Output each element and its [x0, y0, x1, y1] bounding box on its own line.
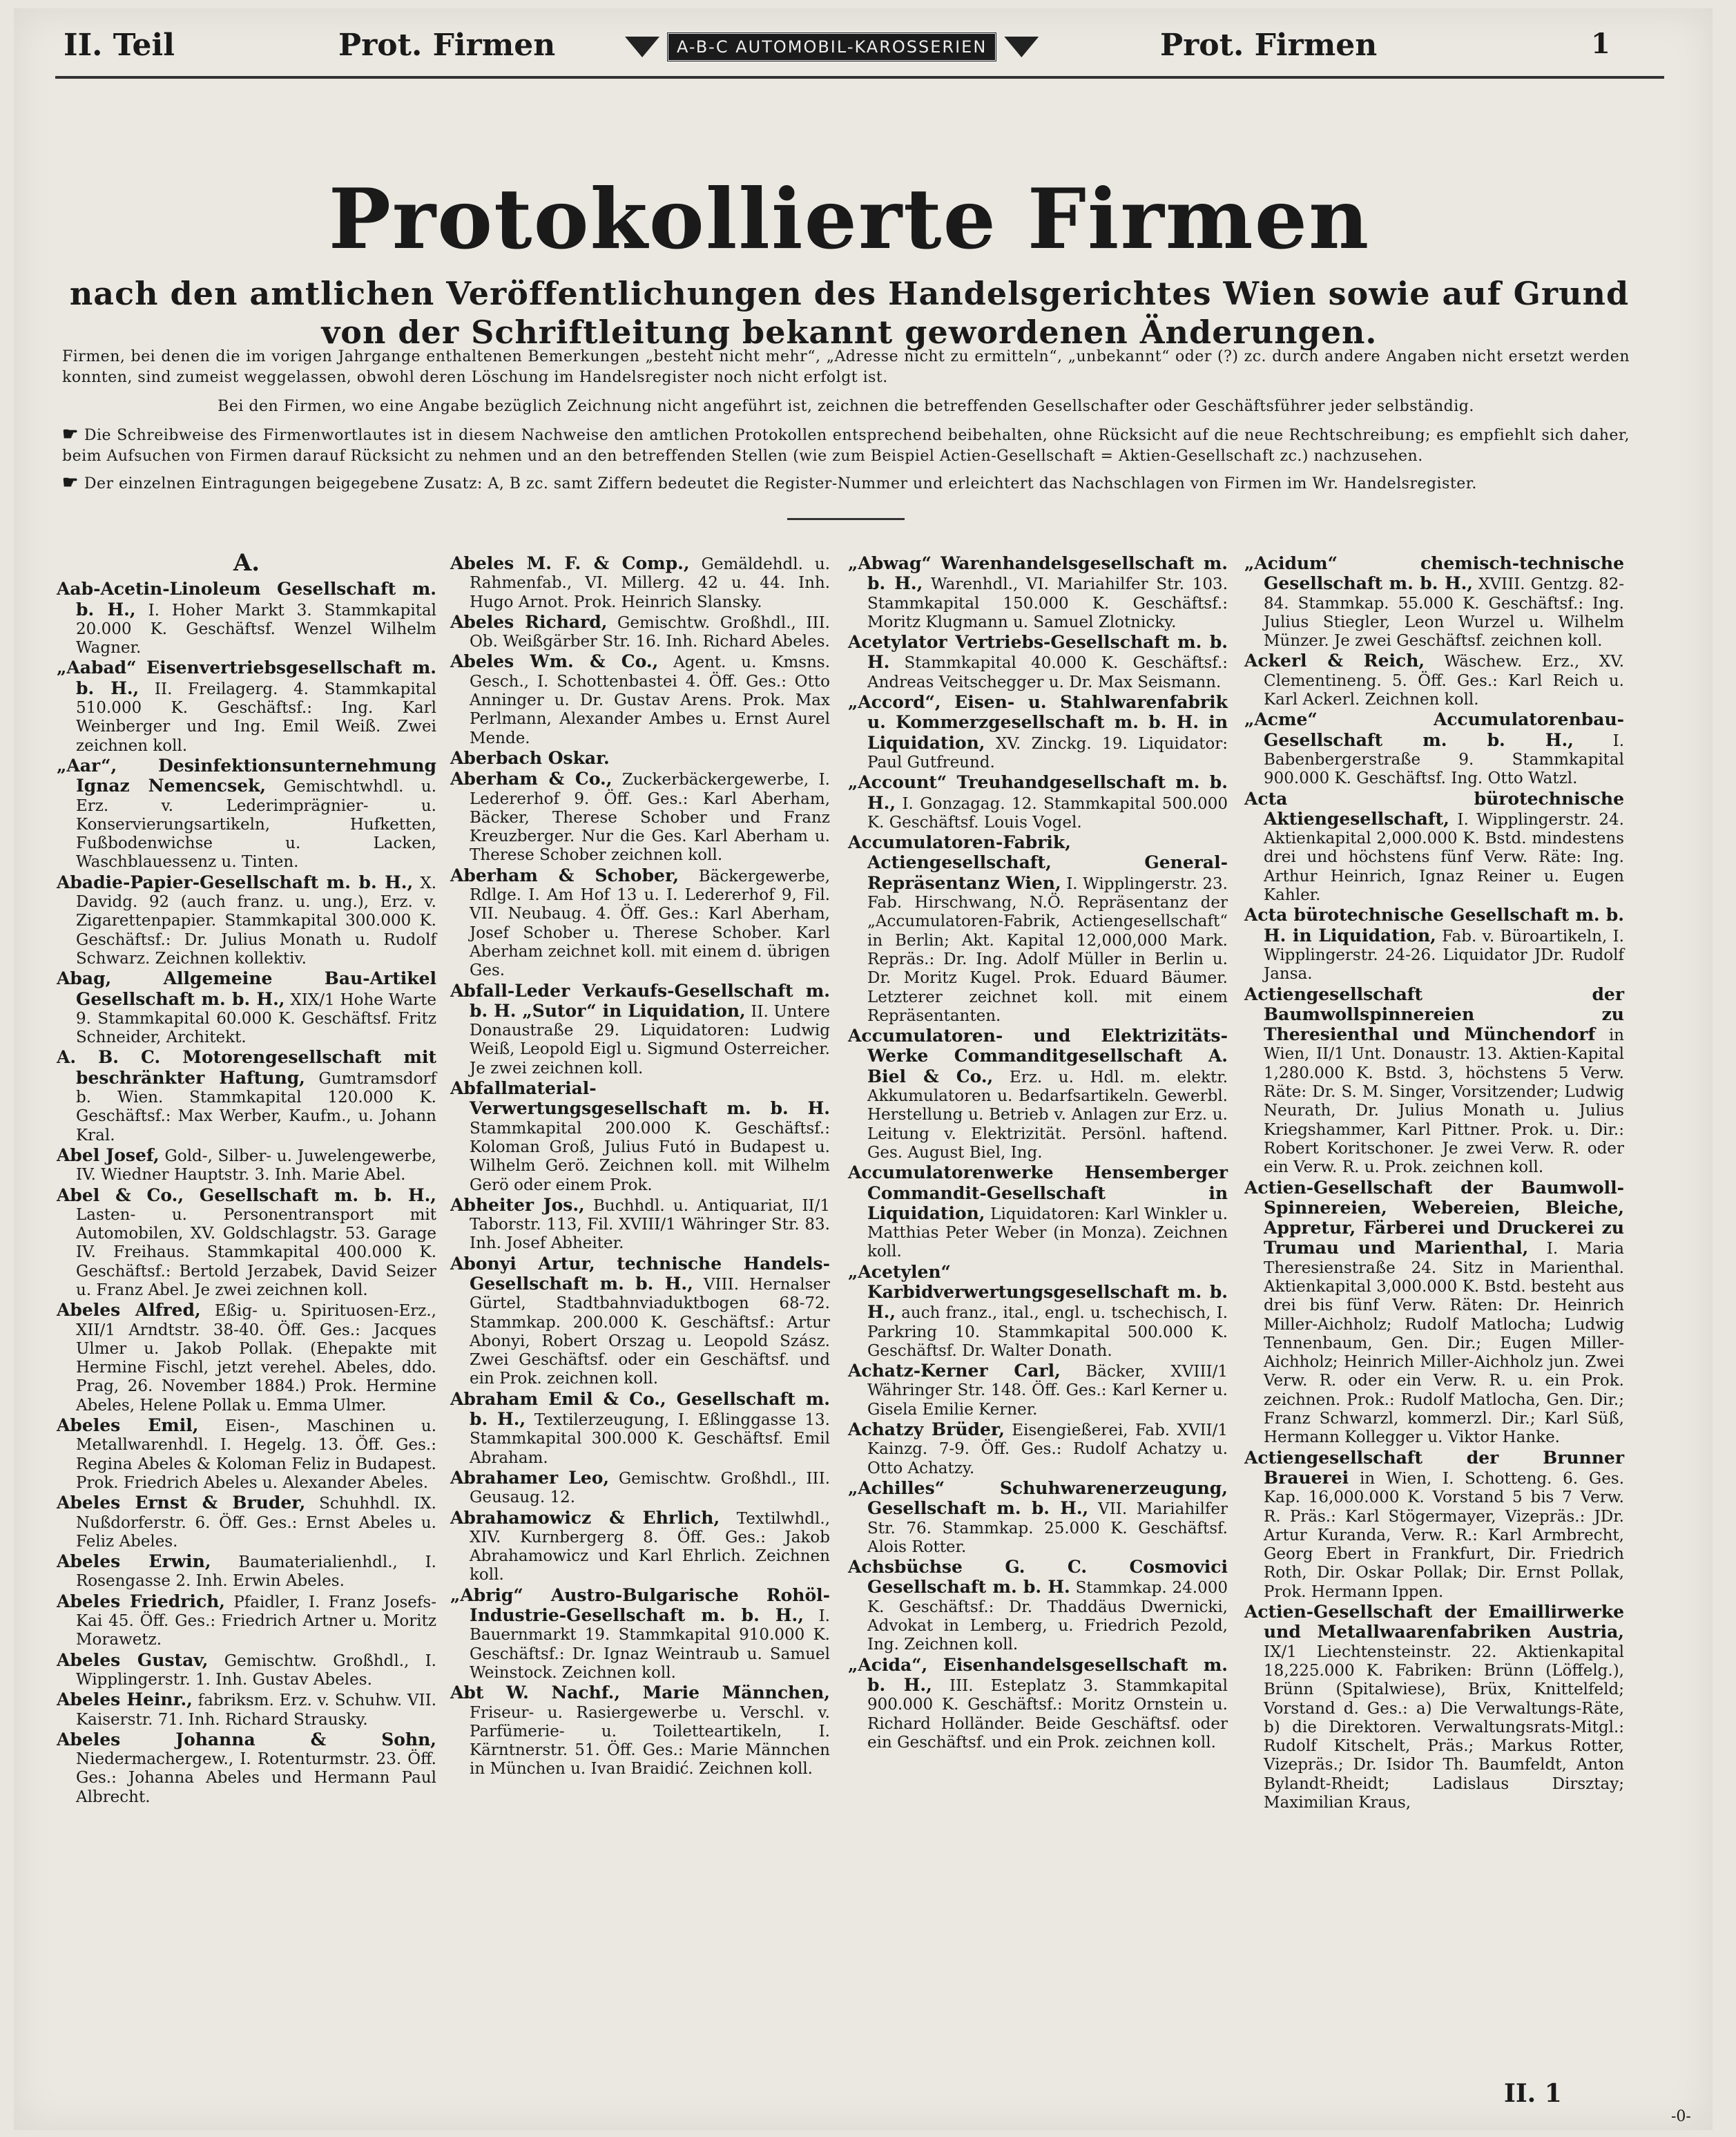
firm-name: Abel & Co., Gesellschaft m. b. H., — [57, 1185, 436, 1205]
firm-name: „Abwag“ Warenhandelsgesellschaft m. b. H., — [848, 553, 1228, 594]
firm-entry — [450, 554, 830, 612]
firm-entry — [1244, 789, 1624, 905]
pointing-hand-icon: ☛ — [62, 472, 79, 493]
firm-details: I. Babenbergerstraße 9. Stammkapital 900.000 K. Geschäftsf. Ing. Otto Watzl. — [1264, 731, 1625, 788]
firm-entry — [848, 554, 1228, 632]
firm-name: Abeles Friedrich, — [57, 1591, 226, 1611]
firm-entry — [848, 693, 1228, 772]
firm-entry — [848, 1263, 1228, 1361]
firm-entry — [450, 1468, 830, 1508]
firm-entry — [848, 1026, 1228, 1162]
firm-entry — [57, 658, 436, 755]
column-2 — [450, 554, 830, 1780]
firm-name: Abeles Emil, — [57, 1415, 199, 1436]
firm-name: „Acidum“ chemisch-technische Gesellschaft m. b. H., — [1244, 553, 1624, 594]
firm-name: Aberham & Schober, — [450, 865, 679, 885]
column-1 — [57, 549, 437, 1808]
firm-name: Abeles Alfred, — [57, 1300, 201, 1321]
emblem-icon — [1004, 37, 1039, 57]
firm-name: „Acme“ Accumulatorenbau-Gesellschaft m. b. H., — [1244, 709, 1624, 750]
page-number: 1 — [1591, 28, 1610, 60]
firm-details: Gemischtwhdl. u. Erz. v. Lederimprägnier- u. Konservierungsartikeln, Hufketten, Fußbodenwichse u. Lacken, Waschblauessenz u. Tinten. — [76, 778, 437, 872]
firm-details: Gold-, Silber- u. Juwelengewerbe, IV. Wiedner Hauptstr. 3. Inh. Marie Abel. — [76, 1147, 436, 1185]
firm-entry — [57, 969, 436, 1047]
page-footer-label: II. 1 — [1504, 2079, 1562, 2108]
firm-details: XVIII. Gentzg. 82-84. Stammkap. 55.000 K. Geschäftsf.: Ing. Julius Stiegler, Leon Wurzel u. Wilhelm Münzer. Je zwei Geschäftsf. zeichnen koll. — [1264, 575, 1624, 651]
firm-details: II. Freilagerg. 4. Stammkapital 510.000 K. Geschäftsf.: Ing. Karl Weinberger und Ing. Emil Weiß. Zwei zeichnen koll. — [76, 680, 436, 755]
firm-name: „Achilles“ Schuhwarenerzeugung, Gesellschaft m. b. H., — [848, 1477, 1228, 1519]
firm-entry — [450, 1390, 830, 1468]
firm-entry — [848, 633, 1228, 692]
firm-entry — [57, 1301, 436, 1415]
firm-details: Buchhdl. u. Antiquariat, II/1 Taborstr. 113, Fil. XVIII/1 Währinger Str. 83. Inh. Josef Abheiter. — [470, 1196, 831, 1253]
part-label: II. Teil — [64, 28, 175, 63]
firm-details: Eisengießerei, Fab. XVII/1 Kainzg. 7-9. Öff. Ges.: Rudolf Achatzy u. Otto Achatzy. — [867, 1421, 1228, 1477]
firm-details: Fab. v. Büroartikeln, I. Wipplingerstr. 24-26. Liquidator JDr. Rudolf Jansa. — [1264, 927, 1624, 984]
firm-details: I. Bauernmarkt 19. Stammkapital 910.000 K. Geschäftsf.: Dr. Ignaz Weintraub u. Samuel Weinstock. Zeichnen koll. — [470, 1607, 830, 1682]
firm-details: fabriksm. Erz. v. Schuhw. VII. Kaiserstr. 71. Inh. Richard Strausky. — [76, 1692, 436, 1729]
firm-name: „Aar“, Desinfektionsunternehmung Ignaz Nemencsek, — [57, 755, 436, 796]
firm-entry — [57, 1048, 436, 1144]
firm-entry — [57, 1416, 436, 1493]
header-rule — [55, 76, 1664, 79]
firm-entry — [848, 1656, 1228, 1752]
firm-entry — [848, 833, 1228, 1026]
firm-details: Pfaidler, I. Franz Josefs-Kai 45. Öff. Ges.: Friedrich Artner u. Moritz Morawetz. — [76, 1593, 436, 1649]
firm-details: Friseur- u. Rasiergewerbe u. Verschl. v. Parfümerie- u. Toiletteartikeln, I. Kärntnerstr. 51. Öff. Ges.: Marie Männchen in München u. Ivan Braidić. Zeichnen koll. — [470, 1703, 830, 1779]
section-divider — [787, 518, 905, 520]
firm-name: Actien-Gesellschaft der Baumwoll-Spinnereien, Webereien, Bleiche, Appretur, Färberei und Druckerei zu Trumau und Marienthal, — [1244, 1177, 1624, 1258]
firm-entry — [57, 1730, 436, 1807]
firm-details: in Wien, I. Schotteng. 6. Ges. Kap. 16,000.000 K. Vorstand 5 bis 7 Verw. R. Präs.: Karl Stögermayer, Vizepräs.: JDr. Artur Kuranda, Verw. R.: Karl Armbrecht, Georg Ebert in Frankfurt, Dir. Friedrich Roth, Dir. Oskar Pollak; Dir. Ernst Pollak, Prok. Hermann Ippen. — [1264, 1469, 1625, 1601]
firm-details: Eßig- u. Spirituosen-Erz., XII/1 Arndtstr. 38-40. Öff. Ges.: Jacques Ulmer u. Jakob Pollak. (Ehepakte mit Hermine Fischl, jetzt verehel. Abeles, ddo. Prag, 26. November 1884.) Prok. Hermine Abeles, Helene Pollak u. Emma Ulmer. — [76, 1302, 436, 1415]
page-subtitle: nach den amtlichen Veröffentlichungen des Handelsgerichtes Wien sowie auf Grund von der Schriftleitung bekannt gewordenen Änderungen. — [69, 275, 1630, 351]
firm-details: IX/1 Liechtensteinstr. 22. Aktienkapital 18,225.000 K. Fabriken: Brünn (Löffelg.), Brünn (Spitalwiese), Brüx, Knittelfeld; Vorstand d. Ges.: a) Die Verwaltungs-Räte, b) die Direktoren. Verwaltungsrats-Mitgl.: Rudolf Kitschelt, Präs.; Markus Rotter, Vizepräs.; Dr. Isidor Th. Baumfeldt, Anton Bylandt-Rheidt; Ladislaus Dirsztay; Maximilian Kraus, — [1264, 1642, 1624, 1812]
note-spelling — [62, 424, 1630, 467]
publisher-logo — [625, 32, 1039, 62]
note-signature: Bei den Firmen, wo eine Angabe bezüglich Zeichnung nicht angeführt ist, zeichnen die betreffenden Gesellschafter oder Geschäftsführer jeder selbständig. — [218, 398, 1474, 415]
firm-details: Wäschew. Erz., XV. Clementineng. 5. Öff. Ges.: Karl Reich u. Karl Ackerl. Zeichnen koll. — [1264, 653, 1624, 709]
note-omitted-firms: Firmen, bei denen die im vorigen Jahrgange enthaltenen Bemerkungen „besteht nicht mehr“, „Adresse nicht zu ermitteln“, „unbekannt“ oder (?) zc. durch andere Angaben nicht ersetzt werden konnten, sind zumeist weggelassen, obwohl deren Löschung im Handelsregister noch nicht erfolgt ist. — [62, 348, 1630, 386]
firm-entry — [450, 769, 830, 865]
page-sheet — [14, 8, 1713, 2130]
firm-name: Abeles Erwin, — [57, 1551, 211, 1572]
firm-name: Abfallmaterial-Verwertungsgesellschaft m. b. H. — [450, 1078, 830, 1119]
firm-entry — [57, 1592, 436, 1650]
firm-details: Eisen-, Maschinen u. Metallwarenhdl. I. Hegelg. 13. Öff. Ges.: Regina Abeles & Koloman Feliz in Budapest. Prok. Friedrich Abeles u. Alexander Abeles. — [76, 1417, 437, 1492]
firm-details: Gemischtw. Großhdl., I. Wipplingerstr. 1. Inh. Gustav Abeles. — [76, 1651, 436, 1689]
firm-name: A. B. C. Motorengesellschaft mit beschränkter Haftung, — [57, 1047, 436, 1088]
firm-name: Abeles Heinr., — [57, 1689, 193, 1710]
firm-entry — [57, 1690, 436, 1729]
firm-entry — [57, 1186, 436, 1301]
firm-name: Aberbach Oskar. — [450, 747, 610, 768]
running-head-right: Prot. Firmen — [1160, 28, 1378, 63]
firm-details: Textilwhdl., XIV. Kurnbergerg 8. Öff. Ges.: Jakob Abrahamowicz und Karl Ehrlich. Zeichnen koll. — [470, 1509, 831, 1584]
firm-details: Schuhhdl. IX. Nußdorferstr. 6. Öff. Ges.: Ernst Abeles u. Feliz Abeles. — [76, 1495, 436, 1551]
firm-name: Abt W. Nachf., Marie Männchen, — [450, 1683, 830, 1703]
pointing-hand-icon: ☛ — [62, 424, 79, 445]
firm-name: Abrahamer Leo, — [450, 1467, 610, 1488]
firm-name: „Aabad“ Eisenvertriebsgesellschaft m. b. H., — [57, 658, 436, 698]
firm-entry — [848, 1420, 1228, 1478]
firm-name: Acetylator Vertriebs-Gesellschaft m. b. H. — [848, 632, 1228, 673]
firm-details: Lasten- u. Personentransport mit Automobilen, XV. Goldschlagstr. 53. Garage IV. Freihaus. Stammkapital 400.000 K. Geschäftsf.: Bertold Jerzabek, David Seizer u. Franz Abel. Je zwei zeichnen koll. — [76, 1205, 436, 1299]
firm-entry — [450, 1196, 830, 1254]
firm-name: Accumulatorenwerke Hensemberger Commandit-Gesellschaft in Liquidation, — [848, 1162, 1228, 1223]
firm-name: Abel Josef, — [57, 1144, 160, 1165]
firm-name: Abrahamowicz & Ehrlich, — [450, 1507, 720, 1528]
firm-details: Baumaterialienhdl., I. Rosengasse 2. Inh. Erwin Abeles. — [76, 1553, 436, 1591]
firm-details: Stammkapital 40.000 K. Geschäftsf.: Andreas Veitschegger u. Dr. Max Seismann. — [867, 654, 1228, 691]
firm-name: Abeles Ernst & Bruder, — [57, 1493, 306, 1513]
firm-entry — [57, 1146, 436, 1185]
column-3 — [848, 554, 1228, 1753]
firm-details: Stammkapital 200.000 K. Geschäftsf.: Koloman Groß, Julius Futó in Budapest u. Wilhelm Gerö. Zeichnen koll. mit Wilhelm Gerö oder einem Prok. — [470, 1119, 830, 1194]
firm-entry — [450, 613, 830, 652]
firm-name: Abraham Emil & Co., Gesellschaft m. b. H., — [450, 1388, 830, 1430]
note-register — [62, 472, 1630, 495]
firm-details: auch franz., ital., engl. u. tschechisch, I. Parkring 10. Stammkapital 500.000 K. Geschäftsf. Dr. Walter Donath. — [867, 1304, 1228, 1360]
firm-entry — [848, 1479, 1228, 1557]
column-4 — [1244, 554, 1624, 1813]
firm-details: XIX/1 Hohe Warte 9. Stammkapital 60.000 K. Geschäftsf. Fritz Schneider, Architekt. — [76, 990, 436, 1047]
firm-entry — [1244, 905, 1624, 984]
firm-name: Actiengesellschaft der Brunner Brauerei — [1244, 1447, 1624, 1488]
firm-name: „Acida“, Eisenhandelsgesellschaft m. b. H., — [848, 1654, 1228, 1695]
firm-name: Abeles Richard, — [450, 611, 608, 632]
firm-details: I. Wipplingerstr. 23. Fab. Hirschwang, N.Ö. Repräsentanz der „Accumulatoren-Fabrik, Actiengesellschaft“ in Berlin; Akt. Kapital 12,000,000 Mark. Repräs.: Dr. Ing. Adolf Müller in Berlin u. Dr. Moritz Kugel. Prok. Eduard Bäumer. Letzterer zeichnet koll. mit einem Repräsentanten. — [867, 874, 1228, 1025]
firm-entry — [848, 1558, 1228, 1654]
firm-details: Textilerzeugung, I. Eßlinggasse 13. Stammkapital 300.000 K. Geschäftsf. Emil Abraham. — [470, 1411, 830, 1467]
firm-details: Gemischtw. Großhdl., III. Ob. Weißgärber Str. 16. Inh. Richard Abeles. — [470, 613, 830, 651]
firm-name: Acta bürotechnische Aktiengesellschaft, — [1244, 788, 1624, 829]
firm-details: Agent. u. Kmsns. Gesch., I. Schottenbastei 4. Öff. Ges.: Otto Anninger u. Dr. Gustav Arens. Prok. Max Perlmann, Alexander Ambes u. Ernst Aurel Mende. — [470, 653, 830, 747]
firm-entry — [57, 1493, 436, 1551]
firm-name: Abeles Wm. & Co., — [450, 651, 659, 672]
firm-entry — [450, 1683, 830, 1779]
firm-name: Acta bürotechnische Gesellschaft m. b. H. in Liquidation, — [1244, 905, 1624, 946]
firm-details: Erz. u. Hdl. m. elektr. Akkumulatoren u. Bedarfsartikeln. Gewerbl. Herstellung u. Betrieb v. Anlagen zur Erz. u. Leitung v. Elektrizität. Persönl. haftend. Ges. August Biel, Ing. — [867, 1068, 1228, 1162]
firm-entry — [450, 1079, 830, 1195]
note-register-text: Der einzelnen Eintragungen beigegebene Zusatz: A, B zc. samt Ziffern bedeutet die Register-Nummer und erleichtert das Nachschlagen von Firmen im Wr. Handelsregister. — [84, 475, 1477, 492]
firm-details: Liquidatoren: Karl Winkler u. Matthias Peter Weber (in Monza). Zeichnen koll. — [867, 1205, 1228, 1261]
running-head-left: Prot. Firmen — [338, 28, 556, 63]
firm-details: Zuckerbäckergewerbe, I. Ledererhof 9. Öff. Ges.: Karl Aberham, Bäcker, Therese Schober und Franz Kreuzberger. Nur die Ges. Karl Aberham u. Therese Schober zeichnen koll. — [470, 771, 830, 865]
firm-details: III. Esteplatz 3. Stammkapital 900.000 K. Geschäftsf.: Moritz Ornstein u. Richard Holländer. Beide Geschäftsf. oder ein Geschäftsf. und ein Prok. zeichnen koll. — [867, 1676, 1228, 1752]
firm-details: I. Hoher Markt 3. Stammkapital 20.000 K. Geschäftsf. Wenzel Wilhelm Wagner. — [76, 601, 437, 658]
firm-entry — [450, 1254, 830, 1389]
firm-name: Abeles M. F. & Comp., — [450, 553, 690, 573]
firm-name: Achatzy Brüder, — [848, 1419, 1005, 1440]
firm-details: VIII. Hernalser Gürtel, Stadtbahnviaduktbogen 68-72. Stammkap. 200.000 K. Geschäftsf.: Artur Abonyi, Robert Orszag u. Leopold Szász. Zwei Geschäftsf. oder ein Geschäftsf. und ein Prok. zeichnen koll. — [470, 1275, 830, 1388]
firm-name: „Acetylen“ Karbidverwertungsgesellschaft m. b. H., — [848, 1261, 1228, 1323]
firm-name: Abadie-Papier-Gesellschaft m. b. H., — [57, 872, 414, 892]
firm-details: Gumtramsdorf b. Wien. Stammkapital 120.000 K. Geschäftsf.: Max Werber, Kaufm., u. Johann Kral. — [76, 1069, 437, 1144]
firm-name: Achsbüchse G. C. Cosmovici Gesellschaft m. b. H. — [848, 1557, 1228, 1598]
firm-details: XV. Zinckg. 19. Liquidator: Paul Gutfreund. — [867, 734, 1228, 772]
logo-text: A-B-C AUTOMOBIL-KAROSSERIEN — [666, 32, 997, 62]
firm-entry — [848, 1361, 1228, 1419]
firm-details: X. Davidg. 92 (auch franz. u. ung.), Erz. v. Zigarettenpapier. Stammkapital 300.000 K. Geschäftsf.: Dr. Julius Monath u. Rudolf Schwarz. Zeichnen kollektiv. — [76, 874, 437, 968]
firm-entry — [450, 652, 830, 747]
firm-name: Accumulatoren- und Elektrizitäts-Werke Commanditgesellschaft A. Biel & Co., — [848, 1026, 1228, 1086]
firm-entry — [1244, 1178, 1624, 1448]
firm-name: Accumulatoren-Fabrik, Actiengesellschaft, General-Repräsentanz Wien, — [848, 832, 1228, 893]
firm-name: „Accord“, Eisen- u. Stahlwarenfabrik u. Kommerzgesellschaft m. b. H. in Liquidation, — [848, 692, 1228, 753]
firm-details: Niedermachergew., I. Rotenturmstr. 23. Öff. Ges.: Johanna Abeles und Hermann Paul Albrecht. — [76, 1750, 436, 1806]
firm-entry — [450, 1586, 830, 1683]
firm-name: Abag, Allgemeine Bau-Artikel Gesellschaft m. b. H., — [57, 968, 436, 1009]
firm-entry — [450, 866, 830, 981]
firm-name: Abfall-Leder Verkaufs-Gesellschaft m. b. H. „Sutor“ in Liquidation, — [450, 980, 830, 1021]
note-spelling-text: Die Schreibweise des Firmenwortlautes ist in diesem Nachweise den amtlichen Protokollen entsprechend beibehalten, ohne Rücksicht auf die neue Rechtschreibung; es empfiehlt sich daher, beim Aufsuchen von Firmen darauf Rücksicht zu nehmen und an den betreffenden Stellen (wie zum Beispiel Actien-Gesellschaft = Aktien-Gesellschaft zc.) nachzusehen. — [62, 427, 1630, 465]
corner-mark: -0- — [1671, 2108, 1691, 2125]
firm-name: Actiengesellschaft der Baumwollspinnereien zu Theresienthal und Münchendorf — [1244, 984, 1624, 1045]
firm-details: Stammkap. 24.000 K. Geschäftsf.: Dr. Thaddäus Dwernicki, Advokat in Lemberg, u. Friedrich Pezold, Ing. Zeichnen koll. — [867, 1579, 1228, 1654]
firm-name: Abeles Johanna & Sohn, — [57, 1729, 436, 1750]
firm-details: Warenhdl., VI. Mariahilfer Str. 103. Stammkapital 150.000 K. Geschäftsf.: Moritz Klugmann u. Samuel Zlotnicky. — [867, 575, 1228, 631]
firm-details: in Wien, II/1 Unt. Donaustr. 13. Aktien-Kapital 1,280.000 K. Bstd. 3, höchstens 5 Verw. Räte: Dr. S. M. Singer, Vorsitzender; Ludwig Neurath, Dr. Julius Monath u. Julius Kriegshammer, Karl Pittner. Prok. u. Dir.: Robert Koritschoner. Je zwei Verw. R. oder ein Verw. R. u. Prok. zeichnen koll. — [1264, 1026, 1624, 1177]
firm-name: Achatz-Kerner Carl, — [848, 1361, 1061, 1381]
firm-name: Aberham & Co., — [450, 769, 613, 789]
firm-details: Bäcker, XVIII/1 Währinger Str. 148. Öff. Ges.: Karl Kerner u. Gisela Emilie Kerner. — [867, 1363, 1228, 1419]
emblem-icon — [625, 37, 659, 57]
firm-name: Abheiter Jos., — [450, 1194, 585, 1215]
firm-name: „Account“ Treuhandgesellschaft m. b. H., — [848, 772, 1228, 813]
firm-entry — [57, 1651, 436, 1690]
firm-details: Bäckergewerbe, Rdlge. I. Am Hof 13 u. I. Ledererhof 9, Fil. VII. Neubaug. 4. Öff. Ges.: Karl Aberham, Josef Schober u. Therese Schober. Karl Aberham zeichnet koll. mit einem d. übrigen Ges. — [470, 867, 830, 980]
firm-entry — [1244, 1448, 1624, 1602]
firm-entry — [57, 756, 436, 872]
firm-entry — [1244, 651, 1624, 709]
firm-entry — [1244, 710, 1624, 788]
firm-details: Gemäldehdl. u. Rahmenfab., VI. Millerg. 42 u. 44. Inh. Hugo Arnot. Prok. Heinrich Slansky. — [470, 555, 831, 611]
firm-entry — [1244, 554, 1624, 651]
firm-entry — [57, 873, 436, 968]
firm-entry — [1244, 1602, 1624, 1812]
firm-entry — [848, 1163, 1228, 1261]
firm-entry — [450, 1508, 830, 1585]
firm-name: Ackerl & Reich, — [1244, 651, 1425, 671]
firm-entry — [450, 749, 830, 769]
firm-details: I. Wipplingerstr. 24. Aktienkapital 2,000.000 K. Bstd. mindestens drei und höchstens fünf Verw. Räte: Ing. Arthur Heinrich, Ignaz Reiner u. Eugen Kahler. — [1264, 810, 1624, 905]
firm-name: Actien-Gesellschaft der Emaillirwerke und Metallwaarenfabriken Austria, — [1244, 1602, 1624, 1642]
firm-name: Abeles Gustav, — [57, 1649, 209, 1670]
firm-name: Abonyi Artur, technische Handels-Gesellschaft m. b. H., — [450, 1253, 830, 1294]
firm-details: I. Maria Theresienstraße 24. Sitz in Marienthal. Aktienkapital 3,000.000 K. Bstd. besteht aus drei bis fünf Verw. Räten: Dr. Heinrich Miller-Aichholz; Rudolf Matlocha; Ludwig Tennenbaum, Gen. Dir.; Eugen Miller-Aichholz; Heinrich Miller-Aichholz jun. Zwei Verw. R. oder ein Verw. R. u. ein Prok. zeichnen. Prok.: Rudolf Matlocha, Gen. Dir.; Franz Schwarzl, kommerzl. Dir.; Karl Süß, Hermann Kollegger u. Viktor Hanke. — [1264, 1240, 1624, 1447]
firm-entry — [57, 1552, 436, 1591]
firm-name: „Abrig“ Austro-Bulgarische Rohöl-Industrie-Gesellschaft m. b. H., — [450, 1584, 830, 1626]
firm-details: I. Gonzagag. 12. Stammkapital 500.000 K. Geschäftsf. Louis Vogel. — [867, 794, 1228, 832]
firm-entry — [450, 981, 830, 1078]
firm-name: Aab-Acetin-Linoleum Gesellschaft m. b. H., — [57, 579, 436, 620]
page-title: Protokollierte Firmen — [328, 171, 1371, 268]
firm-entry — [1244, 985, 1624, 1178]
firm-details: Gemischtw. Großhdl., III. Geusaug. 12. — [470, 1469, 831, 1507]
firm-entry — [57, 579, 436, 658]
firm-details: VII. Mariahilfer Str. 76. Stammkap. 25.000 K. Geschäftsf. Alois Rotter. — [867, 1500, 1228, 1556]
firm-details: II. Untere Donaustraße 29. Liquidatoren: Ludwig Weiß, Leopold Eigl u. Sigmund Osterreicher. Je zwei zeichnen koll. — [470, 1002, 831, 1077]
section-letter: A. — [233, 549, 260, 577]
firm-entry — [848, 773, 1228, 832]
